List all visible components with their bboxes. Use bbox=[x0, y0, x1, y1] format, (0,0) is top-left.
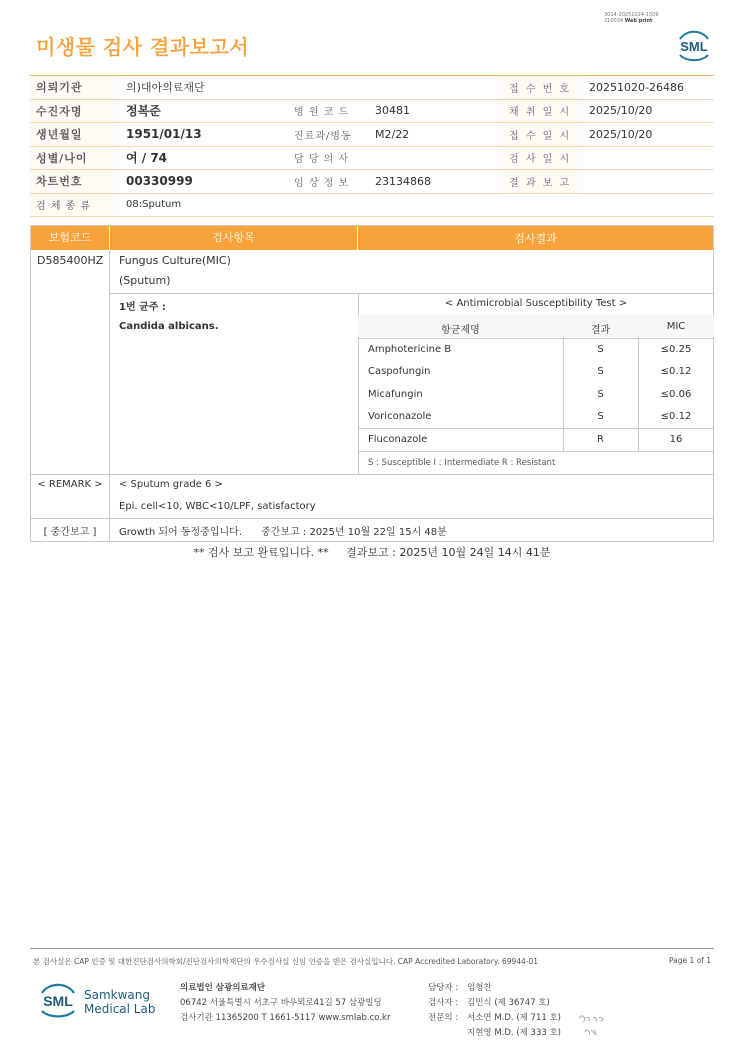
remark-label: < REMARK > bbox=[37, 479, 103, 490]
staff-name: 김민식 (제 36747 호) bbox=[467, 998, 550, 1008]
info-row-specimen bbox=[30, 194, 714, 218]
sex-age-label: 성별/나이 bbox=[30, 147, 119, 170]
patient-name-value: 정복준 bbox=[126, 104, 161, 119]
divider bbox=[358, 338, 714, 339]
divider bbox=[358, 451, 714, 452]
ast-mic: ≤0.25 bbox=[660, 344, 692, 355]
ast-drug: Amphotericine B bbox=[368, 344, 452, 355]
institution-label: 의뢰기관 bbox=[30, 76, 119, 99]
test-date-label: 검 사 일 시 bbox=[497, 147, 583, 170]
specimen-type-value: 08:Sputum bbox=[126, 199, 182, 211]
interim-text: Growth 되어 동정중입니다. 중간보고 : 2025년 10월 22일 15시 48분 bbox=[119, 527, 447, 538]
ast-mic: ≤0.12 bbox=[660, 411, 692, 422]
clinical-info-label: 임 상 정 보 bbox=[294, 177, 350, 189]
birthdate-label: 생년월일 bbox=[30, 123, 119, 146]
footer-logo-text: SML bbox=[43, 993, 73, 1009]
institution-value: 의)대아의료재단 bbox=[126, 81, 205, 95]
brand-line2: Medical Lab bbox=[84, 1002, 156, 1016]
patient-name-label: 수진자명 bbox=[30, 100, 119, 123]
department-label: 진료과/병동 bbox=[294, 130, 352, 142]
insurance-code: D585400HZ bbox=[37, 254, 104, 267]
specimen-type-label: 검 체 종 류 bbox=[30, 194, 119, 217]
accession-label: 접 수 번 호 bbox=[497, 76, 583, 99]
print-code-line1: 3014-20251024-1509 bbox=[604, 12, 659, 18]
staff-role: 담당자 : bbox=[428, 983, 459, 993]
report-date-label: 결 과 보 고 bbox=[497, 170, 583, 193]
ast-drug: Voriconazole bbox=[368, 411, 432, 422]
divider bbox=[31, 518, 714, 519]
footer-divider bbox=[30, 948, 714, 949]
staff-name: 서소연 M.D. (제 711 호) bbox=[467, 1013, 562, 1023]
specimen-name: (Sputum) bbox=[119, 274, 171, 287]
received-date-value: 2025/10/20 bbox=[589, 127, 653, 141]
interim-label: [ 중간보고 ] bbox=[43, 527, 97, 538]
brand-line1: Samkwang bbox=[84, 988, 150, 1002]
sex-age-value: 여 / 74 bbox=[126, 151, 168, 166]
ast-drug: Fluconazole bbox=[368, 434, 428, 445]
collection-date-label: 채 취 일 시 bbox=[497, 100, 583, 123]
info-row-sex bbox=[30, 147, 714, 171]
patient-info-table bbox=[30, 75, 714, 217]
ast-result: S bbox=[597, 411, 604, 422]
clinical-info-value: 23134868 bbox=[375, 174, 431, 188]
strain-label: 1번 균주 : bbox=[119, 302, 166, 313]
ast-result: S bbox=[597, 389, 604, 400]
ast-drug: Caspofungin bbox=[368, 366, 431, 377]
staff-name: 임형찬 bbox=[467, 983, 492, 993]
print-code bbox=[604, 12, 659, 24]
sml-footer-logo-icon bbox=[36, 980, 80, 1020]
accreditation-note: 본 검사실은 CAP 인증 및 대한진단검사의학회/진단검사의학재단의 우수검사실 신임 인증을 받은 검사실입니다. CAP Accredited Laboratory. 69944-01 bbox=[33, 957, 539, 966]
info-row-chart bbox=[30, 170, 714, 194]
collection-date-value: 2025/10/20 bbox=[589, 104, 653, 118]
chart-number-label: 차트번호 bbox=[30, 170, 119, 193]
ast-drug: Micafungin bbox=[368, 389, 423, 400]
chart-number-value: 00330999 bbox=[126, 174, 193, 189]
completion-notice: ** 검사 보고 완료입니다. ** 결과보고 : 2025년 10월 24일 14시 41분 bbox=[193, 546, 551, 559]
print-code-label: Web print bbox=[624, 18, 653, 24]
logo-text: SML bbox=[680, 39, 708, 54]
ast-header-mic: MIC bbox=[666, 321, 686, 332]
ast-mic: ≤0.12 bbox=[660, 366, 692, 377]
org-name: 의료법인 삼광의료재단 bbox=[180, 983, 266, 993]
org-address: 06742 서울특별시 서초구 바우뫼로41길 57 삼광빌딩 bbox=[180, 998, 382, 1008]
ast-mic: 16 bbox=[669, 434, 683, 445]
remark-grade: < Sputum grade 6 > bbox=[119, 479, 223, 490]
remark-detail: Epi. cell<10, WBC<10/LPF, satisfactory bbox=[119, 501, 316, 512]
header-test-item: 검사항목 bbox=[110, 226, 358, 250]
ast-header-drug: 항균제명 bbox=[441, 325, 480, 336]
ast-result: S bbox=[597, 366, 604, 377]
birthdate-value: 1951/01/13 bbox=[126, 127, 202, 142]
divider bbox=[31, 474, 714, 475]
staff-role: 전문의 : bbox=[428, 1013, 459, 1023]
hospital-code-label: 병 원 코 드 bbox=[294, 107, 350, 119]
ast-title: < Antimicrobial Susceptibility Test > bbox=[444, 298, 628, 309]
info-row-birth bbox=[30, 123, 714, 147]
divider bbox=[358, 428, 714, 429]
page-number: Page 1 of 1 bbox=[669, 956, 712, 965]
header-insurance-code: 보험코드 bbox=[31, 226, 110, 250]
ast-header-result: 결과 bbox=[590, 325, 611, 336]
sml-logo-icon bbox=[674, 27, 714, 63]
ast-result: R bbox=[597, 434, 604, 445]
header-test-result: 검사결과 bbox=[514, 232, 557, 245]
ast-result: S bbox=[597, 344, 604, 355]
ast-legend: S : Susceptible I : Intermediate R : Resistant bbox=[368, 458, 556, 468]
divider bbox=[109, 293, 714, 294]
org-contact: 검사기관 11365200 T 1661-5117 www.smlab.co.kr bbox=[180, 1013, 391, 1023]
organism-name: Candida albicans. bbox=[119, 321, 219, 332]
staff-name: 지현영 M.D. (제 333 호) bbox=[467, 1028, 562, 1038]
doctor-label: 담 당 의 사 bbox=[294, 154, 350, 166]
staff-role: 검사자 : bbox=[428, 998, 459, 1008]
brand-name bbox=[84, 988, 155, 1016]
print-code-id: 210034 bbox=[604, 18, 624, 24]
signature-icon bbox=[577, 1008, 607, 1038]
info-row-institution bbox=[30, 76, 714, 100]
ast-mic: ≤0.06 bbox=[660, 389, 692, 400]
department-value: M2/22 bbox=[375, 127, 410, 141]
result-table-header bbox=[31, 226, 713, 250]
hospital-code-value: 30481 bbox=[375, 104, 410, 118]
info-row-patient bbox=[30, 100, 714, 124]
received-date-label: 접 수 일 시 bbox=[497, 123, 583, 146]
result-table bbox=[30, 225, 714, 542]
report-title: 미생물 검사 결과보고서 bbox=[36, 35, 250, 59]
test-name: Fungus Culture(MIC) bbox=[119, 254, 231, 267]
accession-value: 20251020-26486 bbox=[589, 80, 684, 94]
